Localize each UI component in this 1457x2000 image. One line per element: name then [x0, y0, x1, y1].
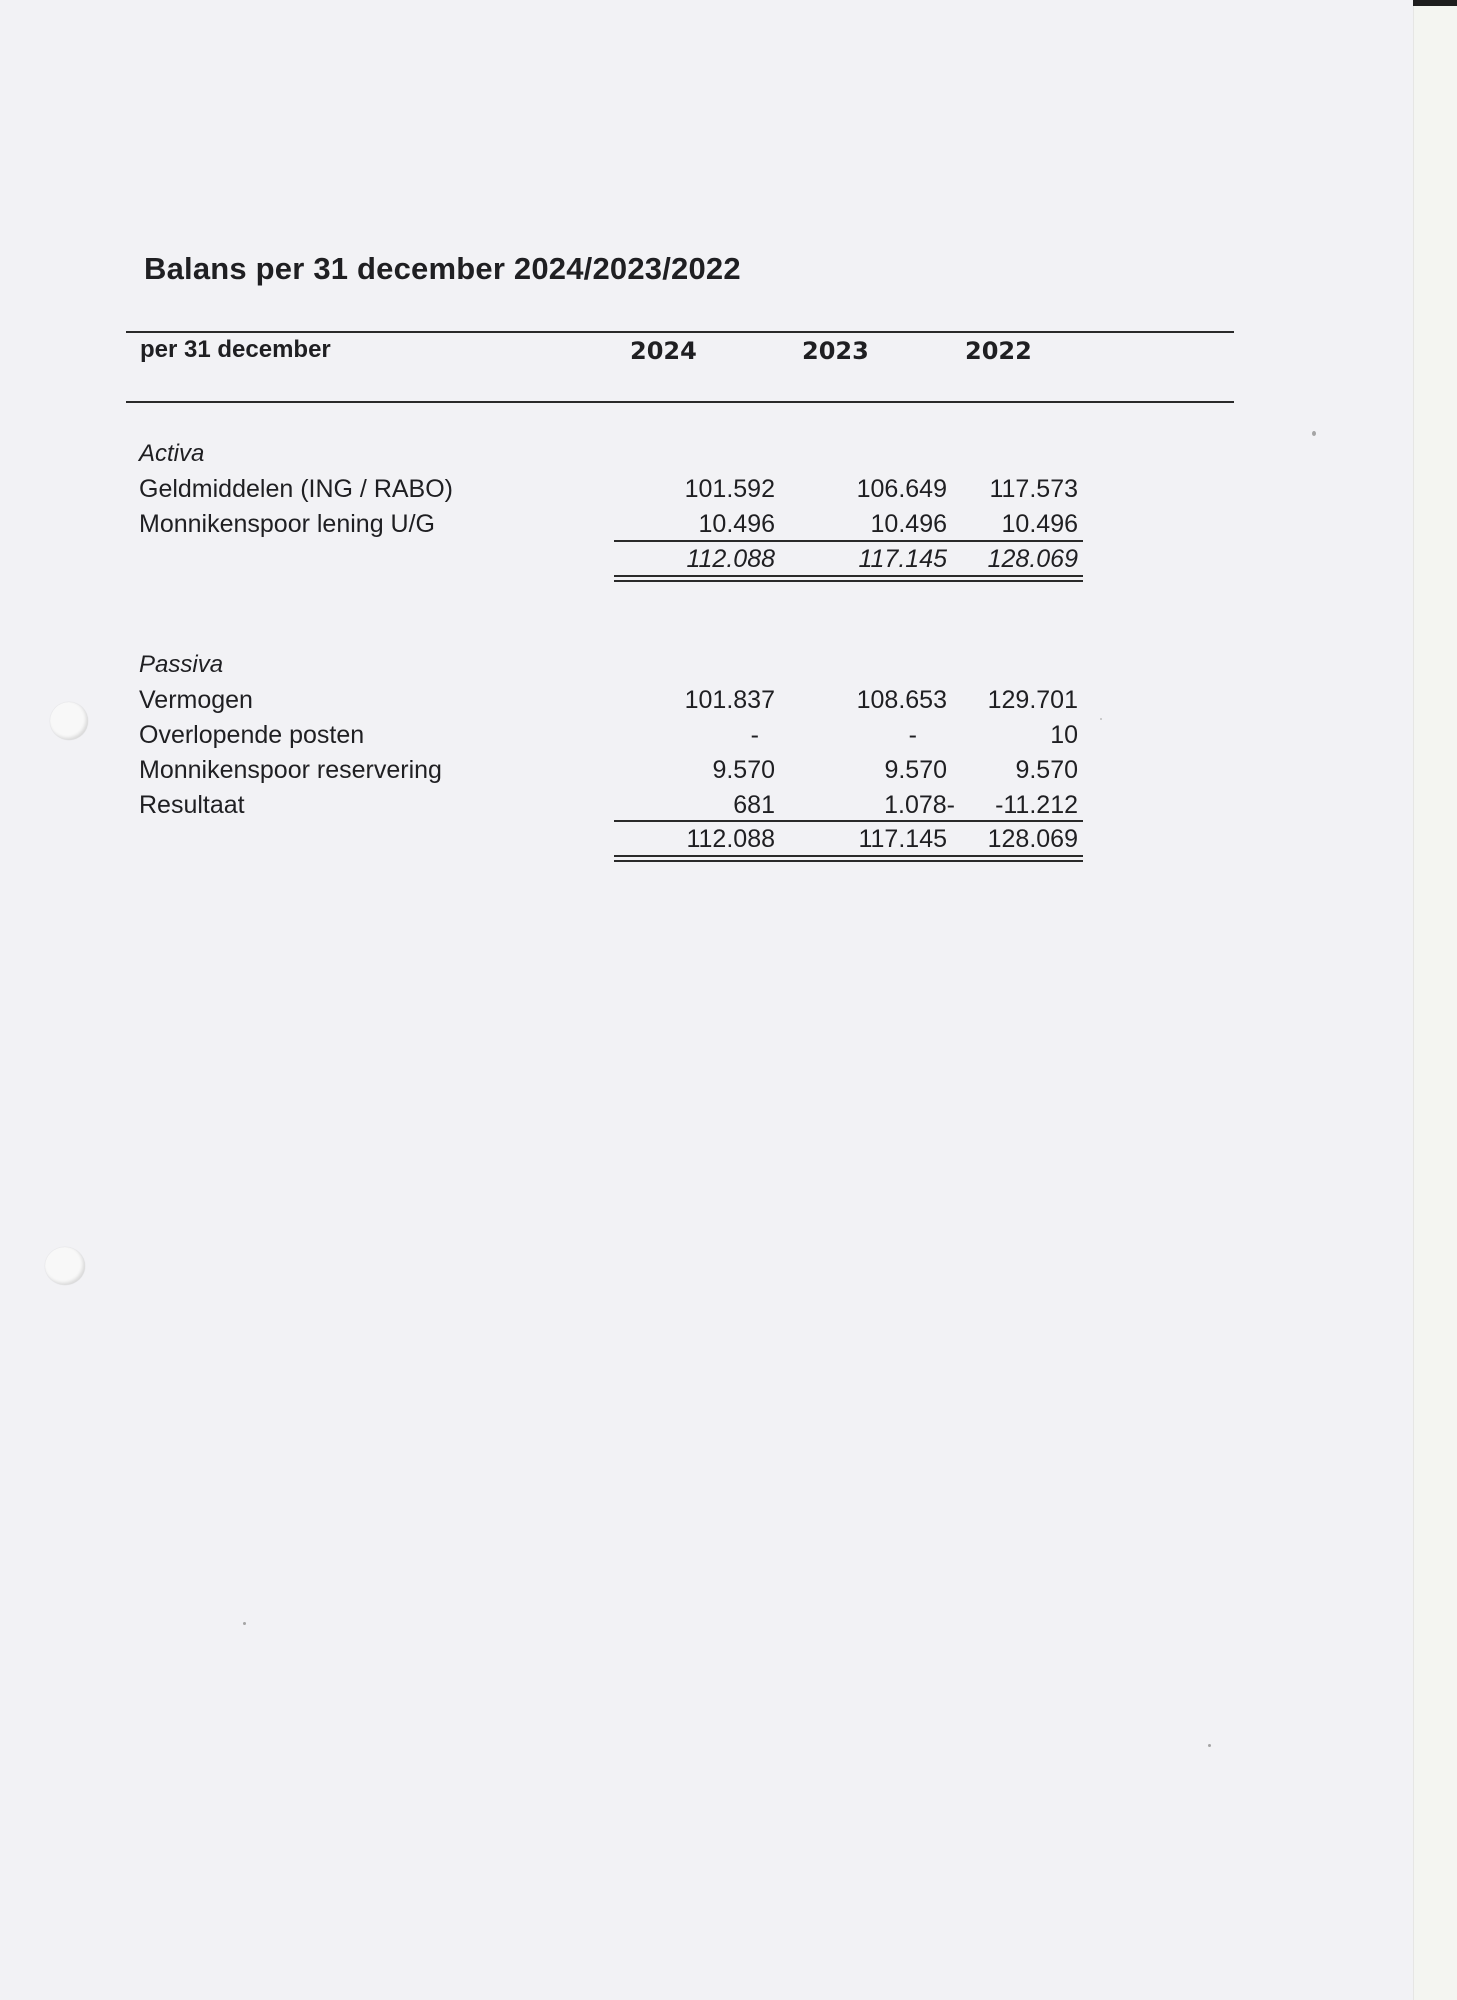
- value-overlopende-posten-2023: -: [908, 721, 917, 749]
- column-header-2023: 2023: [802, 337, 869, 365]
- passiva-double-rule-top: [614, 855, 1083, 857]
- row-label-vermogen: Vermogen: [139, 686, 253, 714]
- activa-double-rule-bottom: [614, 580, 1083, 582]
- header-top-rule: [126, 331, 1234, 333]
- activa-subtotal-rule: [614, 540, 1083, 542]
- value-reservering-2024: 9.570: [712, 756, 775, 784]
- passiva-subtotal-rule: [614, 820, 1083, 822]
- document-title: Balans per 31 december 2024/2023/2022: [144, 251, 741, 286]
- header-bottom-rule: [126, 401, 1234, 403]
- punch-hole-top: [50, 702, 88, 740]
- row-label-lening: Monnikenspoor lening U/G: [139, 510, 435, 538]
- passiva-total-2022: 128.069: [987, 825, 1078, 853]
- value-geldmiddelen-2024: 101.592: [684, 475, 775, 503]
- value-lening-2023: 10.496: [870, 510, 947, 538]
- punch-hole-bottom: [45, 1247, 85, 1285]
- row-label-resultaat: Resultaat: [139, 791, 245, 819]
- column-header-label: per 31 december: [140, 336, 331, 363]
- value-resultaat-2022: -11.212: [995, 791, 1078, 819]
- scan-edge-mark: [1413, 0, 1457, 6]
- row-label-overlopende-posten: Overlopende posten: [139, 721, 365, 749]
- column-header-2022: 2022: [965, 337, 1032, 365]
- value-resultaat-2024: 681: [733, 791, 775, 819]
- value-geldmiddelen-2023: 106.649: [856, 475, 947, 503]
- value-vermogen-2022: 129.701: [987, 686, 1078, 714]
- value-reservering-2023: 9.570: [884, 756, 947, 784]
- passiva-total-2024: 112.088: [686, 825, 775, 853]
- value-reservering-2022: 9.570: [1015, 756, 1078, 784]
- scan-edge: [1413, 0, 1457, 2000]
- value-vermogen-2024: 101.837: [684, 686, 775, 714]
- value-geldmiddelen-2022: 117.573: [989, 475, 1078, 503]
- passiva-double-rule-bottom: [614, 860, 1083, 862]
- activa-total-2023: 117.145: [858, 545, 947, 573]
- row-label-reservering: Monnikenspoor reservering: [139, 756, 442, 784]
- passiva-total-2023: 117.145: [858, 825, 947, 853]
- activa-total-2022: 128.069: [987, 545, 1078, 573]
- scan-speck: [1312, 431, 1316, 436]
- scan-speck: [243, 1622, 246, 1625]
- row-label-geldmiddelen: Geldmiddelen (ING / RABO): [139, 475, 453, 503]
- column-header-2024: 2024: [630, 337, 697, 365]
- value-overlopende-posten-2024: -: [750, 721, 759, 749]
- value-vermogen-2023: 108.653: [856, 686, 947, 714]
- value-overlopende-posten-2022: 10: [1050, 721, 1078, 749]
- activa-heading: Activa: [139, 440, 205, 467]
- activa-double-rule-top: [614, 575, 1083, 577]
- value-lening-2022: 10.496: [1001, 510, 1078, 538]
- activa-total-2024: 112.088: [686, 545, 775, 573]
- value-resultaat-2023: 1.078-: [884, 791, 955, 819]
- scan-speck: [1208, 1744, 1211, 1747]
- scan-speck: [1100, 718, 1102, 720]
- value-lening-2024: 10.496: [698, 510, 775, 538]
- passiva-heading: Passiva: [139, 651, 224, 678]
